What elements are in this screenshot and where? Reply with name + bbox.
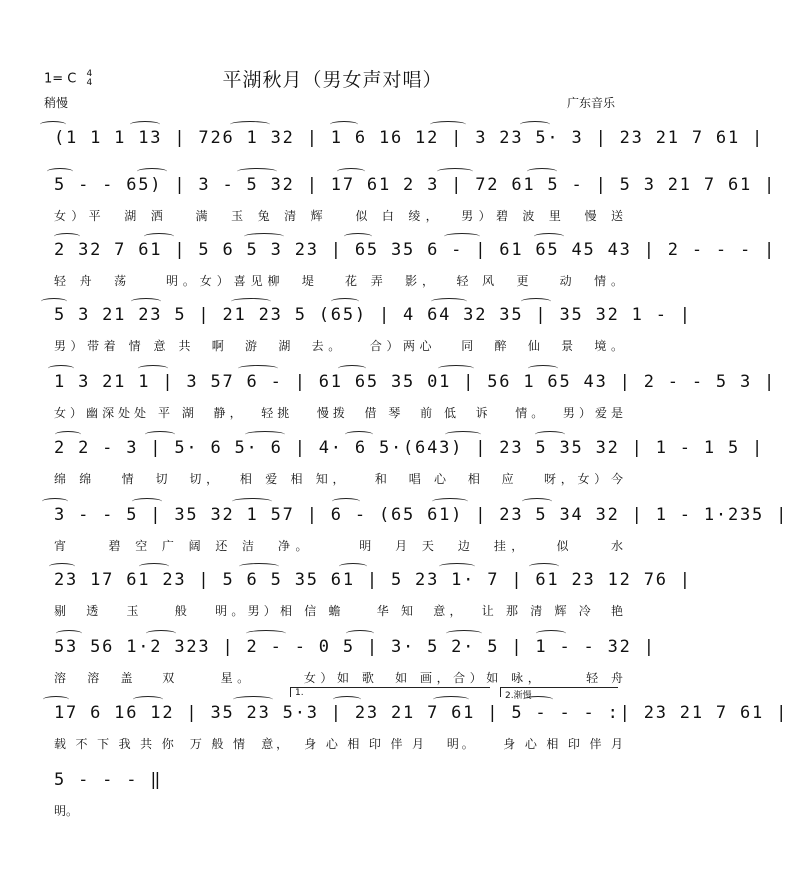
slur-mark (528, 365, 558, 372)
slur-mark (230, 121, 270, 128)
slur-mark (445, 431, 481, 438)
slur-mark (520, 121, 550, 128)
score-line (0, 570, 692, 630)
slur-mark (232, 498, 272, 505)
lyrics-row: 轻 舟 荡 明。女）喜见柳 堤 花 弄 影， 轻 风 更 动 情。 (54, 274, 623, 288)
slur-mark (130, 121, 160, 128)
slur-mark (139, 563, 169, 570)
notation-row: 5 - - - ‖ (54, 770, 163, 790)
slur-mark (231, 298, 271, 305)
tempo-marking: 稍慢 (44, 96, 69, 110)
slur-mark (333, 696, 361, 703)
slur-mark (529, 563, 559, 570)
slur-mark (437, 168, 473, 175)
slur-mark (47, 168, 73, 175)
score-line (0, 505, 788, 565)
slur-mark (244, 233, 284, 240)
score-line (0, 175, 777, 235)
slur-mark (535, 431, 565, 438)
slur-mark (238, 365, 278, 372)
slur-mark (330, 121, 358, 128)
lyrics-row: 溶 溶 盖 双 星。 女）如 歌 如 画，合）如 咏， 轻 舟 (54, 671, 623, 685)
slur-mark (40, 121, 66, 128)
notation-row: (1 1 1 13 | 726 1 32 | 1 6 16 12 | 3 23 5· 3 | 23 21 7 61 | (54, 128, 765, 148)
slur-mark (331, 298, 359, 305)
slur-mark (146, 630, 176, 637)
notation-row: 5 3 21 23 5 | 21 23 5 (65) | 4 64 32 35 | 35 32 1 - | (54, 305, 692, 325)
notation-row: 17 6 16 12 | 35 23 5·3 | 23 21 7 61 | 5 - - - :| 23 21 7 61 | (54, 703, 788, 723)
score-line (0, 770, 665, 830)
notation-row: 3 - - 5 | 35 32 1 57 | 6 - (65 61) | 23 5 34 32 | 1 - 1·235 | (54, 505, 788, 525)
lyrics-row: 载 不 下 我 共 你 万 般 情 意， 身 心 相 印 伴 月 明。 身 心 相 印 伴 月 (54, 737, 623, 751)
score-line (0, 438, 765, 498)
composer-label: 广东音乐 (566, 96, 615, 110)
slur-mark (345, 431, 373, 438)
slur-mark (43, 696, 69, 703)
slur-mark (432, 498, 468, 505)
score-line (0, 240, 777, 300)
time-bottom: 4 (86, 78, 93, 88)
slur-mark (132, 498, 162, 505)
slur-mark (536, 630, 566, 637)
slur-mark (433, 696, 469, 703)
slur-mark (42, 498, 68, 505)
slur-mark (444, 233, 480, 240)
slur-mark (439, 563, 475, 570)
slur-mark (438, 365, 474, 372)
slur-mark (55, 431, 81, 438)
slur-mark (54, 233, 80, 240)
score-line (0, 688, 788, 763)
slur-mark (48, 365, 74, 372)
slur-mark (49, 563, 75, 570)
lyrics-row: 女）平 湖 洒 满 玉 兔 清 辉 似 白 绫， 男）碧 波 里 慢 送 (54, 209, 623, 223)
slur-mark (245, 431, 285, 438)
notation-row: 5 - - 65) | 3 - 5 32 | 17 61 2 3 | 72 61 5 - | 5 3 21 7 61 | (54, 175, 777, 195)
lyrics-row: 明。 (54, 804, 79, 818)
lyrics-row: 宵 碧 空 广 阔 还 洁 净。 明 月 天 边 挂， 似 水 (54, 539, 623, 553)
time-top: 4 (86, 69, 93, 79)
score-line (0, 305, 692, 365)
second-ending: 2.渐慢 (500, 687, 618, 697)
slur-mark (337, 168, 365, 175)
slur-mark (522, 498, 552, 505)
notation-row: 2 32 7 61 | 5 6 5 3 23 | 65 35 6 - | 61 65 45 43 | 2 - - - | (54, 240, 777, 260)
slur-mark (521, 298, 551, 305)
slur-mark (332, 498, 360, 505)
slur-mark (145, 431, 175, 438)
notation-row: 23 17 61 23 | 5 6 5 35 61 | 5 23 1· 7 | 61 23 12 76 | (54, 570, 692, 590)
song-title: 平湖秋月（男女声对唱） (222, 69, 443, 91)
slur-mark (430, 121, 466, 128)
notation-row: 53 56 1·2 323 | 2 - - 0 5 | 3· 5 2· 5 | 1 - - 32 | (54, 637, 656, 657)
lyrics-row: 女）幽深处处 平 湖 静， 轻挑 慢拨 借 琴 前 低 诉 情。 男）爱是 (54, 406, 623, 420)
slur-mark (144, 233, 174, 240)
slur-mark (131, 298, 161, 305)
slur-mark (338, 365, 366, 372)
slur-mark (138, 365, 168, 372)
slur-mark (431, 298, 467, 305)
slur-mark (239, 563, 279, 570)
slur-mark (446, 630, 482, 637)
notation-row: 1 3 21 1 | 3 57 6 - | 61 65 35 01 | 56 1 65 43 | 2 - - 5 3 | (54, 372, 777, 392)
slur-mark (137, 168, 167, 175)
lyrics-row: 绵 绵 情 切 切， 相 爱 相 知， 和 唱 心 相 应 呀，女）今 (54, 472, 623, 486)
slur-mark (246, 630, 286, 637)
slur-mark (41, 298, 67, 305)
slur-mark (346, 630, 374, 637)
slur-mark (527, 168, 557, 175)
key-label: 1= C (44, 71, 77, 87)
slur-mark (233, 696, 273, 703)
slur-mark (344, 233, 372, 240)
slur-mark (133, 696, 163, 703)
slur-mark (237, 168, 277, 175)
lyrics-row: 男）带着 情 意 共 啊 游 湖 去。 合）两心 同 醉 仙 景 境。 (54, 339, 623, 353)
slur-mark (534, 233, 564, 240)
first-ending: 1. (290, 687, 490, 697)
slur-mark (56, 630, 82, 637)
score-line (0, 372, 777, 432)
slur-mark (339, 563, 367, 570)
lyrics-row: 剔 透 玉 般 明。男）相 信 蟾 华 知 意， 让 那 清 辉 冷 艳 (54, 604, 623, 618)
notation-row: 2 2 - 3 | 5· 6 5· 6 | 4· 6 5·(643) | 23 5 35 32 | 1 - 1 5 | (54, 438, 765, 458)
